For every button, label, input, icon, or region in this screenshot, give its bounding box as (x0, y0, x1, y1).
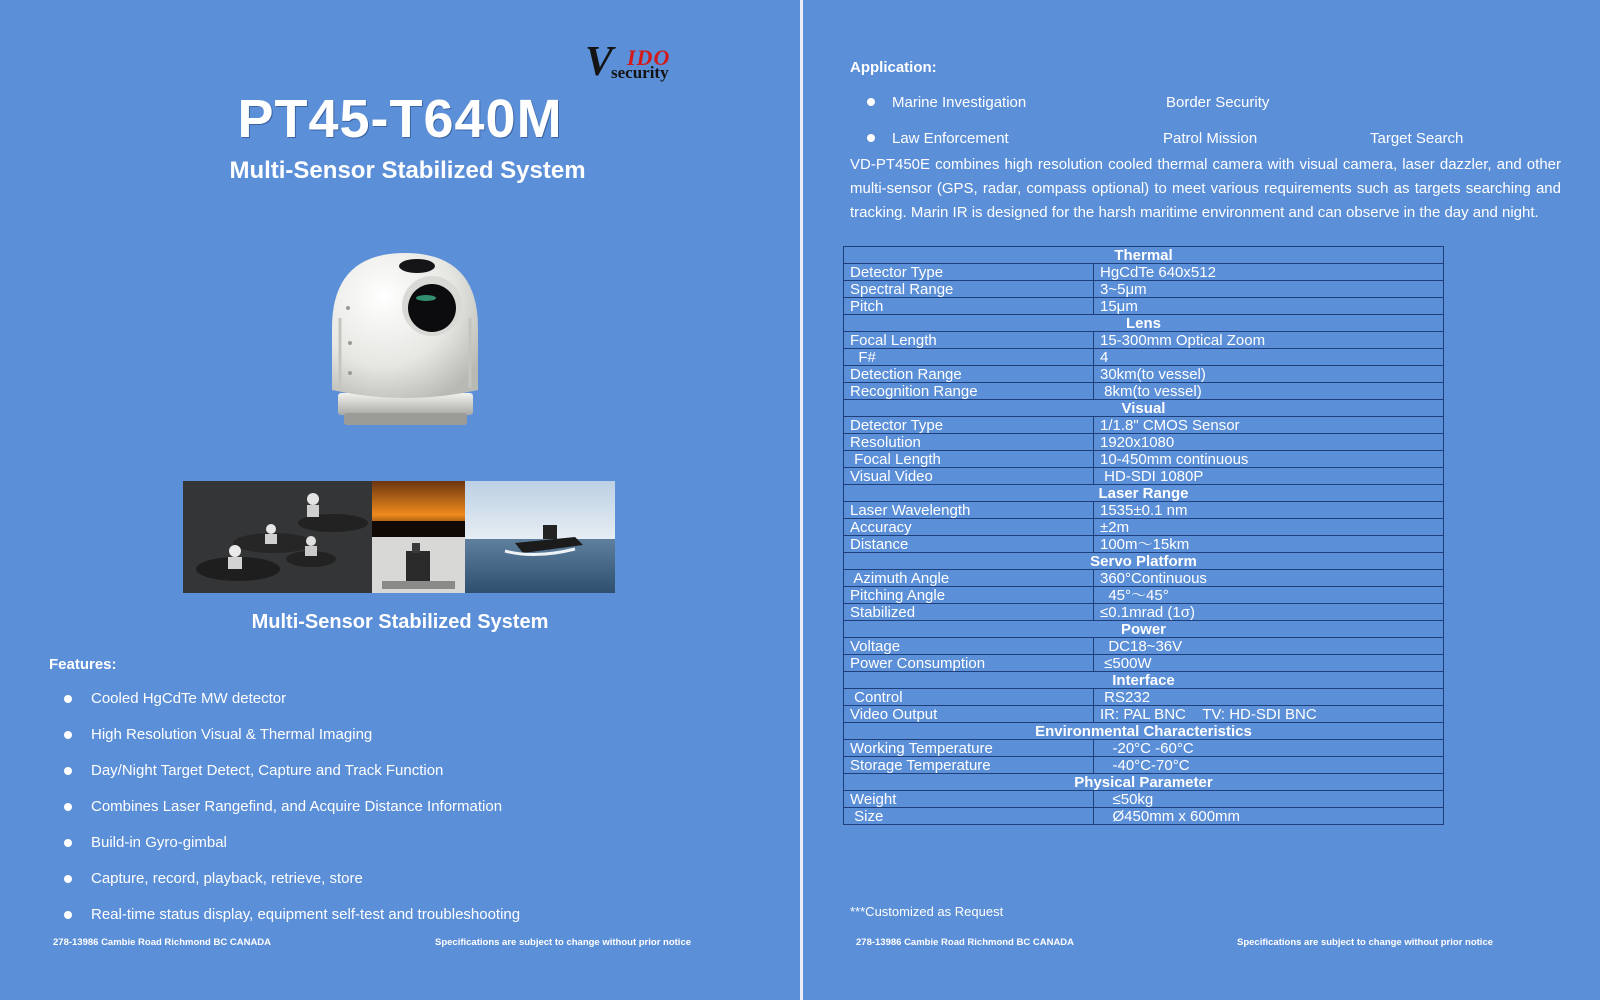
patrol-boat-photo (465, 481, 615, 593)
spec-section-title: Interface (844, 672, 1444, 689)
application-photo-strip (183, 481, 615, 593)
feature-item (64, 690, 520, 726)
spec-row (844, 740, 1444, 757)
spec-label: Working Temperature (844, 740, 1094, 757)
spec-value: ≤0.1mrad (1σ) (1094, 604, 1444, 621)
feature-item (64, 834, 520, 870)
spec-row (844, 383, 1444, 400)
spec-label: Laser Wavelength (844, 502, 1094, 519)
application-item: Patrol Mission (1163, 130, 1258, 147)
spec-label: Azimuth Angle (844, 570, 1094, 587)
spec-row (844, 417, 1444, 434)
spec-value: HgCdTe 640x512 (1094, 264, 1444, 281)
spec-label: F# (844, 349, 1094, 366)
spec-value: 45°～45° (1094, 587, 1444, 604)
spec-label: Video Output (844, 706, 1094, 723)
spec-label: Pitching Angle (844, 587, 1094, 604)
feature-item (64, 762, 520, 798)
feature-text: Real-time status display, equipment self-test and troubleshooting (91, 906, 521, 923)
footer-address: 278-13986 Cambie Road Richmond BC CANADA (53, 937, 272, 948)
spec-row (844, 502, 1444, 519)
bullet-icon (64, 767, 72, 775)
footer-disclaimer: Specifications are subject to change without prior notice (435, 937, 692, 948)
customization-note: ***Customized as Request (850, 904, 1004, 919)
spec-value: 15-300mm Optical Zoom (1094, 332, 1444, 349)
spec-label: Control (844, 689, 1094, 706)
spec-section-title: Environmental Characteristics (844, 723, 1444, 740)
spec-section-title: Power (844, 621, 1444, 638)
feature-text: Day/Night Target Detect, Capture and Track Function (91, 762, 444, 779)
spec-row (844, 689, 1444, 706)
spec-row (844, 519, 1444, 536)
spec-label: Weight (844, 791, 1094, 808)
features-heading: Features: (49, 656, 117, 673)
spec-row (844, 451, 1444, 468)
bullet-icon (867, 134, 875, 142)
spec-value: 1920x1080 (1094, 434, 1444, 451)
spec-value: 8km(to vessel) (1094, 383, 1444, 400)
spec-value: 10-450mm continuous (1094, 451, 1444, 468)
spec-label: Visual Video (844, 468, 1094, 485)
spec-label: Size (844, 808, 1094, 825)
spec-row (844, 570, 1444, 587)
feature-text: Build-in Gyro-gimbal (91, 834, 227, 851)
spec-section-row (844, 672, 1444, 689)
spec-row (844, 434, 1444, 451)
application-item: Law Enforcement (892, 130, 1009, 147)
spec-label: Stabilized (844, 604, 1094, 621)
right-page (803, 0, 1600, 1000)
spec-value: RS232 (1094, 689, 1444, 706)
image-caption: Multi-Sensor Stabilized System (251, 611, 549, 633)
bullet-icon (64, 911, 72, 919)
spec-section-row (844, 247, 1444, 264)
spec-value: ≤50kg (1094, 791, 1444, 808)
spec-value: 1/1.8" CMOS Sensor (1094, 417, 1444, 434)
logo-v: V (585, 39, 614, 85)
application-item: Border Security (1166, 94, 1270, 111)
spec-value: ≤500W (1094, 655, 1444, 672)
spec-section-row (844, 553, 1444, 570)
application-item: Target Search (1370, 130, 1464, 147)
spec-value: Ø450mm x 600mm (1094, 808, 1444, 825)
spec-label: Voltage (844, 638, 1094, 655)
bullet-icon (64, 695, 72, 703)
spec-row (844, 655, 1444, 672)
spec-value: ±2m (1094, 519, 1444, 536)
feature-text: High Resolution Visual & Thermal Imaging (91, 726, 373, 743)
vido-security-logo (585, 39, 700, 87)
spec-section-row (844, 621, 1444, 638)
spec-row (844, 808, 1444, 825)
spec-section-title: Thermal (844, 247, 1444, 264)
spec-label: Detector Type (844, 417, 1094, 434)
spec-section-row (844, 315, 1444, 332)
feature-item (64, 798, 520, 834)
spec-value: DC18~36V (1094, 638, 1444, 655)
logo-security: security (611, 63, 669, 82)
camera-image (320, 248, 485, 433)
specification-table (843, 246, 1444, 825)
spec-value: -40°C-70°C (1094, 757, 1444, 774)
features-list (64, 690, 520, 942)
spec-row (844, 706, 1444, 723)
product-title: PT45-T640M (237, 89, 563, 149)
spec-row (844, 536, 1444, 553)
spec-label: Storage Temperature (844, 757, 1094, 774)
spec-label: Focal Length (844, 451, 1094, 468)
spec-value: 1535±0.1 nm (1094, 502, 1444, 519)
spec-row (844, 604, 1444, 621)
spec-section-row (844, 485, 1444, 502)
spec-row (844, 298, 1444, 315)
spec-label: Pitch (844, 298, 1094, 315)
spec-section-row (844, 400, 1444, 417)
application-heading: Application: (850, 59, 937, 76)
spec-value: 100m～15km (1094, 536, 1444, 553)
spec-row (844, 349, 1444, 366)
feature-text: Capture, record, playback, retrieve, store (91, 870, 363, 887)
spec-row (844, 791, 1444, 808)
bullet-icon (64, 731, 72, 739)
spec-label: Accuracy (844, 519, 1094, 536)
spec-row (844, 638, 1444, 655)
product-description: VD-PT450E combines high resolution cooled thermal camera with visual camera, laser dazzler, and other multi-sensor (GPS, radar, compass optional) to meet various requirements such as targets searching and tracking. Marin IR is designed for the harsh maritime environment and can observe in the day and night. (850, 156, 1561, 221)
spec-value: -20°C -60°C (1094, 740, 1444, 757)
spec-value: 15μm (1094, 298, 1444, 315)
logo-ido: IDO (627, 45, 671, 70)
spec-value: IR: PAL BNC TV: HD-SDI BNC (1094, 706, 1444, 723)
spec-row (844, 332, 1444, 349)
spec-label: Detector Type (844, 264, 1094, 281)
bullet-icon (64, 803, 72, 811)
spec-row (844, 468, 1444, 485)
spec-section-title: Lens (844, 315, 1444, 332)
feature-text: Cooled HgCdTe MW detector (91, 690, 287, 707)
spec-label: Distance (844, 536, 1094, 553)
spec-section-title: Physical Parameter (844, 774, 1444, 791)
spec-row (844, 587, 1444, 604)
spec-section-title: Servo Platform (844, 553, 1444, 570)
spec-label: Focal Length (844, 332, 1094, 349)
spec-value: 30km(to vessel) (1094, 366, 1444, 383)
footer-disclaimer: Specifications are subject to change without prior notice (1237, 937, 1494, 948)
thermal-boats-photo (183, 481, 372, 593)
spec-section-title: Laser Range (844, 485, 1444, 502)
spec-section-title: Visual (844, 400, 1444, 417)
application-item: Marine Investigation (892, 94, 1027, 111)
spec-value: 4 (1094, 349, 1444, 366)
spec-label: Detection Range (844, 366, 1094, 383)
spec-label: Spectral Range (844, 281, 1094, 298)
spec-label: Resolution (844, 434, 1094, 451)
spec-row (844, 757, 1444, 774)
spec-section-row (844, 774, 1444, 791)
bullet-icon (64, 839, 72, 847)
spec-value: HD-SDI 1080P (1094, 468, 1444, 485)
spec-row (844, 264, 1444, 281)
footer-address: 278-13986 Cambie Road Richmond BC CANADA (856, 937, 1075, 948)
sunset-and-ship-photo (372, 481, 465, 593)
spec-value: 360°Continuous (1094, 570, 1444, 587)
bullet-icon (867, 98, 875, 106)
spec-label: Power Consumption (844, 655, 1094, 672)
feature-item (64, 726, 520, 762)
spec-row (844, 281, 1444, 298)
spec-label: Recognition Range (844, 383, 1094, 400)
feature-item (64, 870, 520, 906)
product-subtitle: Multi-Sensor Stabilized System (229, 157, 586, 184)
spec-value: 3~5μm (1094, 281, 1444, 298)
spec-section-row (844, 723, 1444, 740)
spec-row (844, 366, 1444, 383)
bullet-icon (64, 875, 72, 883)
feature-text: Combines Laser Rangefind, and Acquire Distance Information (91, 798, 503, 815)
